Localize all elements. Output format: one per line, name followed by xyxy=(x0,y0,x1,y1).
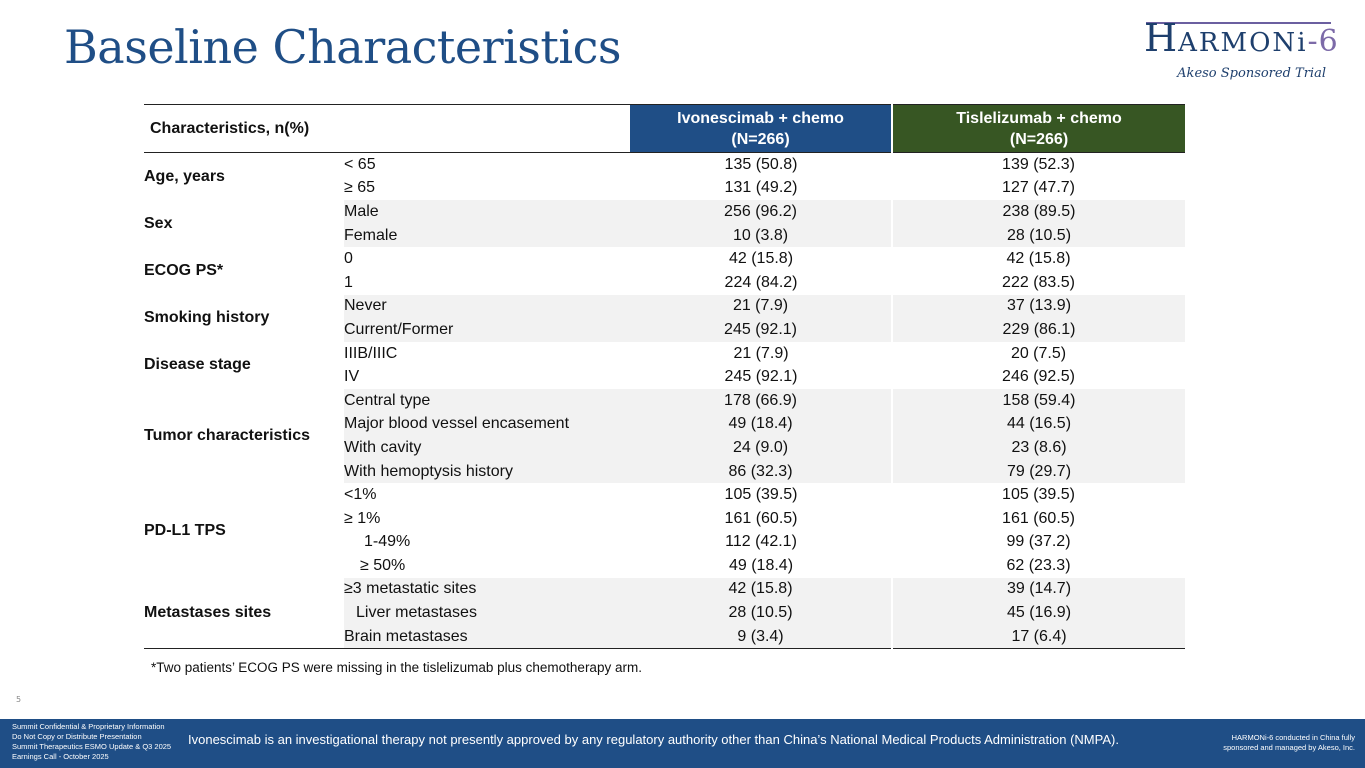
row-label: ≥ 1% xyxy=(344,509,381,527)
table-row xyxy=(144,578,1185,602)
baseline-table xyxy=(144,104,1185,649)
ivonescimab-value: 10 (3.8) xyxy=(630,224,892,248)
row-label: <1% xyxy=(344,486,377,504)
tislelizumab-value: 28 (10.5) xyxy=(892,224,1185,248)
ivonescimab-value: 21 (7.9) xyxy=(733,344,789,362)
tislelizumab-value: 139 (52.3) xyxy=(1002,155,1075,173)
group-label-pd-l1: PD-L1 TPS xyxy=(144,483,344,577)
tislelizumab-value: 17 (6.4) xyxy=(892,625,1185,649)
page-title: Baseline Characteristics xyxy=(64,20,621,74)
row-label: With hemoptysis history xyxy=(344,460,630,484)
ivonescimab-value: 161 (60.5) xyxy=(724,509,798,527)
tislelizumab-value: 105 (39.5) xyxy=(1002,486,1075,504)
group-label-age: Age, years xyxy=(144,153,344,201)
row-label: Never xyxy=(344,295,630,319)
row-label: Liver metastases xyxy=(344,601,630,625)
row-label: ≥3 metastatic sites xyxy=(344,578,630,602)
logo-wordmark xyxy=(1144,16,1339,60)
table-row xyxy=(144,483,1185,507)
arm2-n: (N=266) xyxy=(1009,130,1069,148)
tislelizumab-value: 161 (60.5) xyxy=(1002,509,1075,527)
table-row xyxy=(144,247,1185,271)
arm1-n: (N=266) xyxy=(731,130,790,148)
logo-suffix: -6 xyxy=(1307,24,1339,59)
ivonescimab-value: 42 (15.8) xyxy=(728,250,794,268)
ivonescimab-value: 112 (42.1) xyxy=(725,533,797,551)
ivonescimab-value: 131 (49.2) xyxy=(724,179,798,197)
ivonescimab-value: 24 (9.0) xyxy=(630,436,892,460)
column-header-ivonescimab xyxy=(630,105,892,153)
row-label: With cavity xyxy=(344,436,630,460)
ivonescimab-value: 256 (96.2) xyxy=(630,200,892,224)
row-label: IIIB/IIIC xyxy=(344,344,398,362)
table-row xyxy=(144,153,1185,177)
row-label: Major blood vessel encasement xyxy=(344,413,630,437)
page-number: 5 xyxy=(16,695,22,704)
row-label: 0 xyxy=(344,250,353,268)
row-label: Central type xyxy=(344,389,630,413)
footer-left-line: Earnings Call - October 2025 xyxy=(12,752,109,761)
footer-bar xyxy=(0,719,1365,768)
ivonescimab-value: 178 (66.9) xyxy=(630,389,892,413)
tislelizumab-value: 45 (16.9) xyxy=(892,601,1185,625)
ivonescimab-value: 105 (39.5) xyxy=(724,486,798,504)
table-header-row xyxy=(144,105,1185,153)
ivonescimab-value: 49 (18.4) xyxy=(728,556,794,574)
footer-confidential xyxy=(12,722,171,762)
footer-right-line: HARMONi-6 conducted in China fully xyxy=(1231,733,1355,742)
row-label: Current/Former xyxy=(344,318,630,342)
table-row xyxy=(144,200,1185,224)
tislelizumab-value: 79 (29.7) xyxy=(892,460,1185,484)
logo-letters: ARMON xyxy=(1178,28,1298,58)
ivonescimab-value: 42 (15.8) xyxy=(630,578,892,602)
group-label-smoking: Smoking history xyxy=(144,295,344,342)
footnote: *Two patients’ ECOG PS were missing in the tislelizumab plus chemotherapy arm. xyxy=(151,660,642,675)
tislelizumab-value: 20 (7.5) xyxy=(1010,344,1067,362)
footer-right-line: sponsored and managed by Akeso, Inc. xyxy=(1223,743,1355,752)
logo-tagline: Akeso Sponsored Trial xyxy=(1177,66,1326,81)
tislelizumab-value: 99 (37.2) xyxy=(1006,533,1071,551)
arm1-name: Ivonescimab + chemo xyxy=(677,109,844,127)
tislelizumab-value: 127 (47.7) xyxy=(1002,179,1075,197)
footer-left-line: Summit Confidential & Proprietary Information xyxy=(12,722,165,731)
ivonescimab-value: 135 (50.8) xyxy=(724,155,798,173)
tislelizumab-value: 229 (86.1) xyxy=(892,318,1185,342)
ivonescimab-value: 86 (32.3) xyxy=(630,460,892,484)
row-label: Brain metastases xyxy=(344,625,630,649)
group-label-sex: Sex xyxy=(144,200,344,247)
tislelizumab-value: 42 (15.8) xyxy=(1006,250,1071,268)
group-label-ecog: ECOG PS* xyxy=(144,247,344,294)
table-row xyxy=(144,389,1185,413)
ivonescimab-value: 49 (18.4) xyxy=(630,413,892,437)
tislelizumab-value: 222 (83.5) xyxy=(1002,273,1075,291)
row-label: Male xyxy=(344,200,630,224)
row-label: ≥ 65 xyxy=(344,179,376,197)
footer-left-line: Summit Therapeutics ESMO Update & Q3 2025 xyxy=(12,742,172,751)
ivonescimab-value: 21 (7.9) xyxy=(630,295,892,319)
group-label-metastases: Metastases sites xyxy=(144,578,344,649)
arm2-name: Tislelizumab + chemo xyxy=(956,109,1122,127)
ivonescimab-value: 245 (92.1) xyxy=(724,368,798,386)
tislelizumab-value: 23 (8.6) xyxy=(892,436,1185,460)
logo-letter-h: H xyxy=(1144,16,1179,60)
row-label: IV xyxy=(344,368,360,386)
logo-letter-i: i xyxy=(1297,28,1308,58)
ivonescimab-value: 9 (3.4) xyxy=(630,625,892,649)
table-row xyxy=(144,295,1185,319)
tislelizumab-value: 246 (92.5) xyxy=(1002,368,1075,386)
row-label: ≥ 50% xyxy=(360,556,406,574)
row-label: < 65 xyxy=(344,155,376,173)
tislelizumab-value: 39 (14.7) xyxy=(892,578,1185,602)
row-label: 1 xyxy=(344,273,353,291)
footer-left-line: Do Not Copy or Distribute Presentation xyxy=(12,732,142,741)
row-label: Female xyxy=(344,224,630,248)
ivonescimab-value: 28 (10.5) xyxy=(630,601,892,625)
footer-sponsor-note xyxy=(1223,733,1355,753)
footer-disclaimer: Ivonescimab is an investigational therapy not presently approved by any regulatory authority other than China’s National Medical Products Administration (NMPA). xyxy=(188,732,1119,747)
tislelizumab-value: 158 (59.4) xyxy=(892,389,1185,413)
harmoni-6-logo xyxy=(1140,14,1350,84)
row-label: 1-49% xyxy=(364,533,411,551)
tislelizumab-value: 238 (89.5) xyxy=(892,200,1185,224)
table-row xyxy=(144,342,1185,366)
tislelizumab-value: 62 (23.3) xyxy=(1006,556,1071,574)
group-label-tumor: Tumor characteristics xyxy=(144,389,344,483)
tislelizumab-value: 37 (13.9) xyxy=(892,295,1185,319)
group-label-disease-stage: Disease stage xyxy=(144,342,344,389)
column-header-characteristics: Characteristics, n(%) xyxy=(144,105,630,153)
tislelizumab-value: 44 (16.5) xyxy=(892,413,1185,437)
ivonescimab-value: 245 (92.1) xyxy=(630,318,892,342)
column-header-tislelizumab xyxy=(892,105,1185,153)
ivonescimab-value: 224 (84.2) xyxy=(724,273,798,291)
